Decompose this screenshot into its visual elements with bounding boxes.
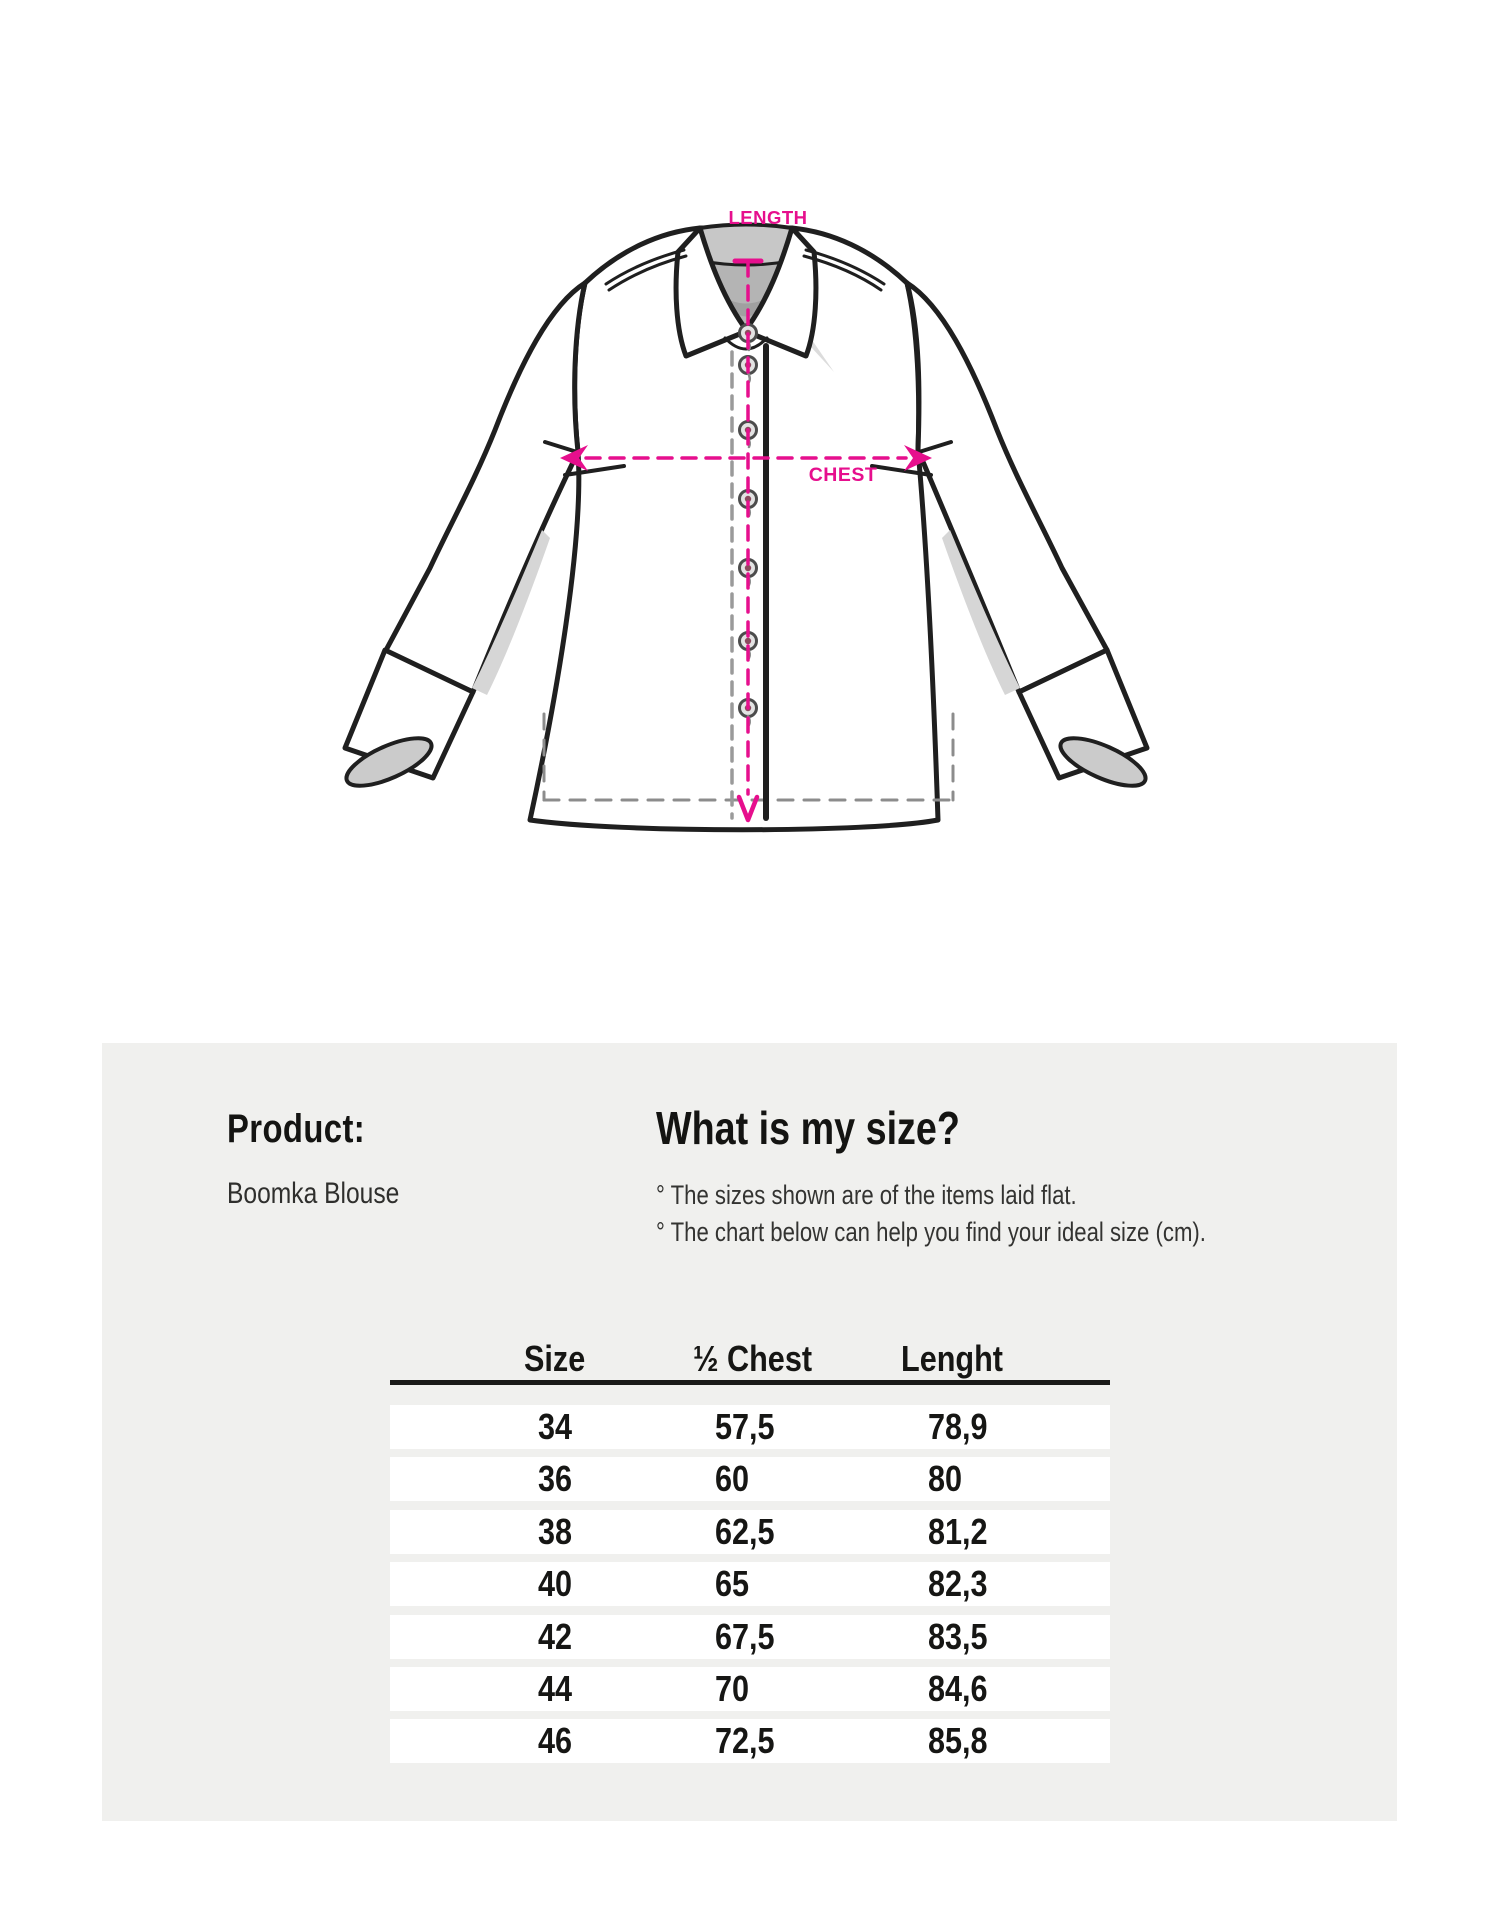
table-row xyxy=(390,1510,1110,1554)
table-header-rule xyxy=(390,1380,1110,1385)
length-cell: 83,5 xyxy=(928,1615,988,1657)
half-chest-cell: 60 xyxy=(715,1458,750,1500)
length-cell: 82,3 xyxy=(928,1563,988,1605)
length-cell: 81,2 xyxy=(928,1510,988,1552)
half-chest-cell: 65 xyxy=(715,1563,750,1605)
size-table-body xyxy=(390,1405,1110,1763)
size-cell: 44 xyxy=(538,1667,573,1709)
table-row xyxy=(390,1562,1110,1606)
size-cell: 38 xyxy=(538,1510,573,1552)
length-cell: 84,6 xyxy=(928,1667,988,1709)
chest-label: CHEST xyxy=(808,464,878,486)
size-cell: 46 xyxy=(538,1720,573,1762)
size-cell: 42 xyxy=(538,1615,573,1657)
table-row xyxy=(390,1405,1110,1449)
table-row xyxy=(390,1719,1110,1763)
left-sleeve xyxy=(385,283,585,692)
length-cell: 80 xyxy=(928,1458,963,1500)
column-header-half-chest: ½ Chest xyxy=(693,1338,813,1379)
half-chest-cell: 62,5 xyxy=(715,1510,775,1552)
size-note: ° The sizes shown are of the items laid flat. xyxy=(656,1180,1077,1210)
table-row xyxy=(390,1615,1110,1659)
column-header-size: Size xyxy=(524,1338,586,1379)
size-cell: 40 xyxy=(538,1563,573,1605)
size-cell: 36 xyxy=(538,1458,573,1500)
size-info-panel xyxy=(102,1043,1397,1821)
size-table-header xyxy=(390,1337,1110,1381)
right-sleeve xyxy=(907,283,1107,692)
table-row xyxy=(390,1667,1110,1711)
length-cell: 78,9 xyxy=(928,1406,988,1447)
size-cell: 34 xyxy=(538,1406,573,1447)
product-name: Boomka Blouse xyxy=(227,1177,400,1210)
length-label: LENGTH xyxy=(728,207,808,228)
size-question-heading: What is my size? xyxy=(656,1102,960,1154)
size-notes xyxy=(656,1177,1327,1251)
half-chest-cell: 57,5 xyxy=(715,1406,775,1447)
half-chest-cell: 72,5 xyxy=(715,1720,775,1762)
product-heading: Product: xyxy=(227,1107,366,1151)
half-chest-cell: 67,5 xyxy=(715,1615,775,1657)
table-row xyxy=(390,1457,1110,1501)
size-note: ° The chart below can help you find your ideal size (cm). xyxy=(656,1217,1206,1247)
length-cell: 85,8 xyxy=(928,1720,988,1762)
half-chest-cell: 70 xyxy=(715,1667,750,1709)
column-header-length: Lenght xyxy=(901,1338,1003,1379)
